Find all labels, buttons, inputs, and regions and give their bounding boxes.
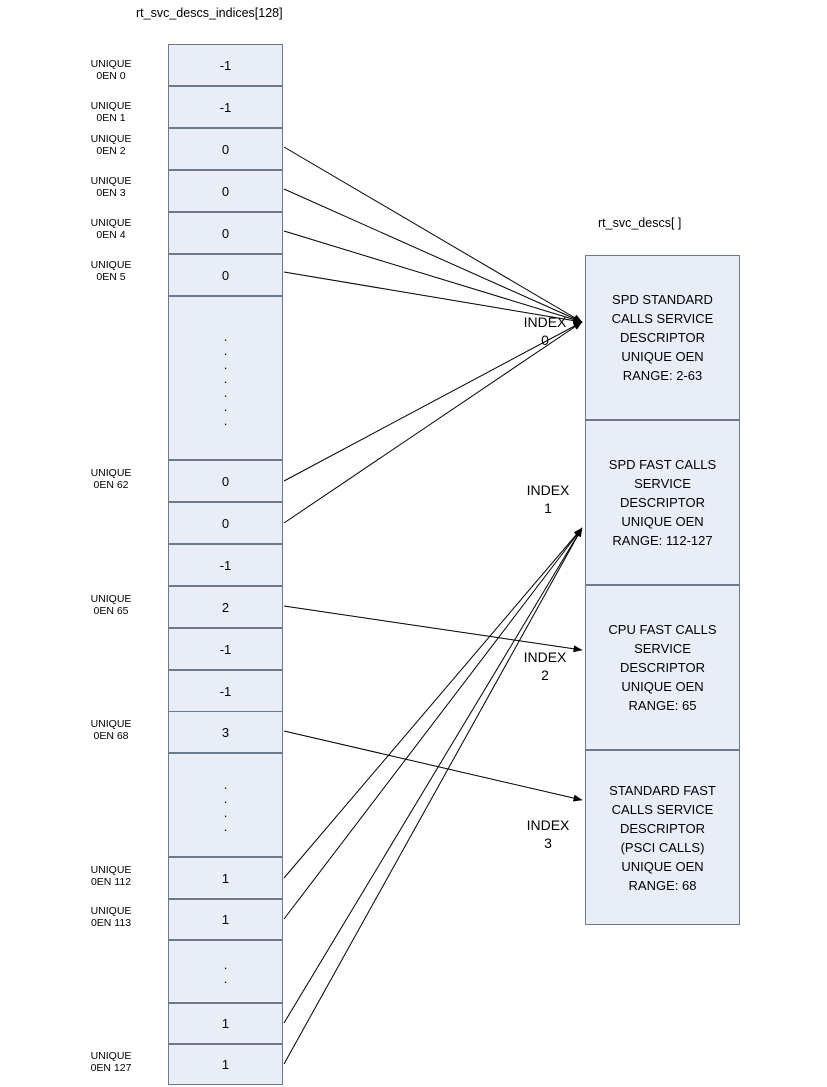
index-label-2 [505, 648, 585, 684]
descriptor-line: SERVICE [634, 641, 691, 656]
index-label-number: 0 [541, 332, 549, 348]
descriptor-line: CPU FAST CALLS [608, 622, 717, 637]
cell-label-oen-5: UNIQUE 0EN 5 [90, 259, 132, 283]
index-label-number: 1 [544, 500, 552, 516]
cell-label-oen-62: UNIQUE 0EN 62 [90, 467, 132, 491]
index-label-text: INDEX [523, 314, 567, 330]
array-cell-ellipsis: . . . . . . . [168, 296, 283, 460]
index-label-1 [508, 481, 588, 517]
index-label-0 [505, 313, 585, 349]
index-label-text: INDEX [526, 817, 570, 833]
array-cell[interactable]: -1 [168, 670, 283, 712]
array-cell[interactable]: 0 [168, 502, 283, 544]
array-cell-ellipsis: . . . . [168, 753, 283, 857]
descriptor-index-2[interactable] [585, 585, 740, 750]
index-label-text: INDEX [523, 649, 567, 665]
index-label-3 [508, 816, 588, 852]
descriptor-index-1[interactable] [585, 420, 740, 585]
cell-label-oen-112: UNIQUE 0EN 112 [90, 864, 132, 888]
array-cell[interactable]: 2 [168, 586, 283, 628]
cell-label-oen-2: UNIQUE 0EN 2 [90, 133, 132, 157]
array-cell[interactable]: 0 [168, 212, 283, 254]
cell-label-oen-68: UNIQUE 0EN 68 [90, 718, 132, 742]
array-cell[interactable]: -1 [168, 544, 283, 586]
descriptor-line: RANGE: 112-127 [612, 533, 713, 548]
index-label-number: 2 [541, 667, 549, 683]
descriptor-line: RANGE: 2-63 [622, 368, 703, 383]
cell-label-oen-1: UNIQUE 0EN 1 [90, 100, 132, 124]
array-cell[interactable]: 0 [168, 128, 283, 170]
array-cell-ellipsis: . . [168, 940, 283, 1003]
descriptor-line: SPD FAST CALLS [608, 457, 717, 472]
cell-label-oen-3: UNIQUE 0EN 3 [90, 175, 132, 199]
descriptor-line: RANGE: 68 [628, 877, 697, 893]
cell-label-oen-113: UNIQUE 0EN 113 [90, 905, 132, 929]
descriptor-line: CALLS SERVICE [611, 311, 714, 326]
descriptor-line: (PSCI CALLS) [620, 839, 705, 855]
array-cell[interactable]: 0 [168, 254, 283, 296]
cell-label-oen-4: UNIQUE 0EN 4 [90, 217, 132, 241]
array-cell[interactable]: 3 [168, 711, 283, 753]
descriptor-line: DESCRIPTOR [620, 330, 705, 345]
descriptor-line: DESCRIPTOR [620, 495, 705, 510]
index-label-text: INDEX [526, 482, 570, 498]
descriptor-line: UNIQUE OEN [621, 679, 704, 694]
cell-label-oen-0: UNIQUE 0EN 0 [90, 58, 132, 82]
descriptor-line: DESCRIPTOR [620, 660, 705, 675]
descriptor-index-0[interactable] [585, 255, 740, 420]
descriptor-line: STANDARD FAST [609, 782, 716, 798]
descriptor-line: UNIQUE OEN [621, 349, 704, 364]
left-array-title: rt_svc_descs_indices[128] [136, 6, 283, 20]
cell-label-oen-127: UNIQUE 0EN 127 [90, 1050, 132, 1074]
descriptor-line: UNIQUE OEN [621, 514, 704, 529]
descriptor-line: DESCRIPTOR [620, 820, 705, 836]
array-cell[interactable]: 0 [168, 460, 283, 502]
cell-label-oen-65: UNIQUE 0EN 65 [90, 593, 132, 617]
descriptor-line: CALLS SERVICE [611, 801, 714, 817]
array-cell[interactable]: -1 [168, 628, 283, 670]
index-label-number: 3 [544, 835, 552, 851]
array-cell[interactable]: 0 [168, 170, 283, 212]
right-array-title: rt_svc_descs[ ] [598, 216, 682, 230]
array-cell[interactable]: 1 [168, 899, 283, 940]
descriptor-line: RANGE: 65 [628, 698, 697, 713]
array-cell[interactable]: -1 [168, 86, 283, 128]
descriptor-line: SERVICE [634, 476, 691, 491]
array-cell[interactable]: 1 [168, 1003, 283, 1044]
descriptor-index-3[interactable] [585, 750, 740, 925]
array-cell[interactable]: 1 [168, 857, 283, 899]
descriptor-line: SPD STANDARD [612, 292, 713, 307]
array-cell[interactable]: -1 [168, 44, 283, 86]
descriptor-line: UNIQUE OEN [621, 858, 704, 874]
array-cell[interactable]: 1 [168, 1044, 283, 1085]
